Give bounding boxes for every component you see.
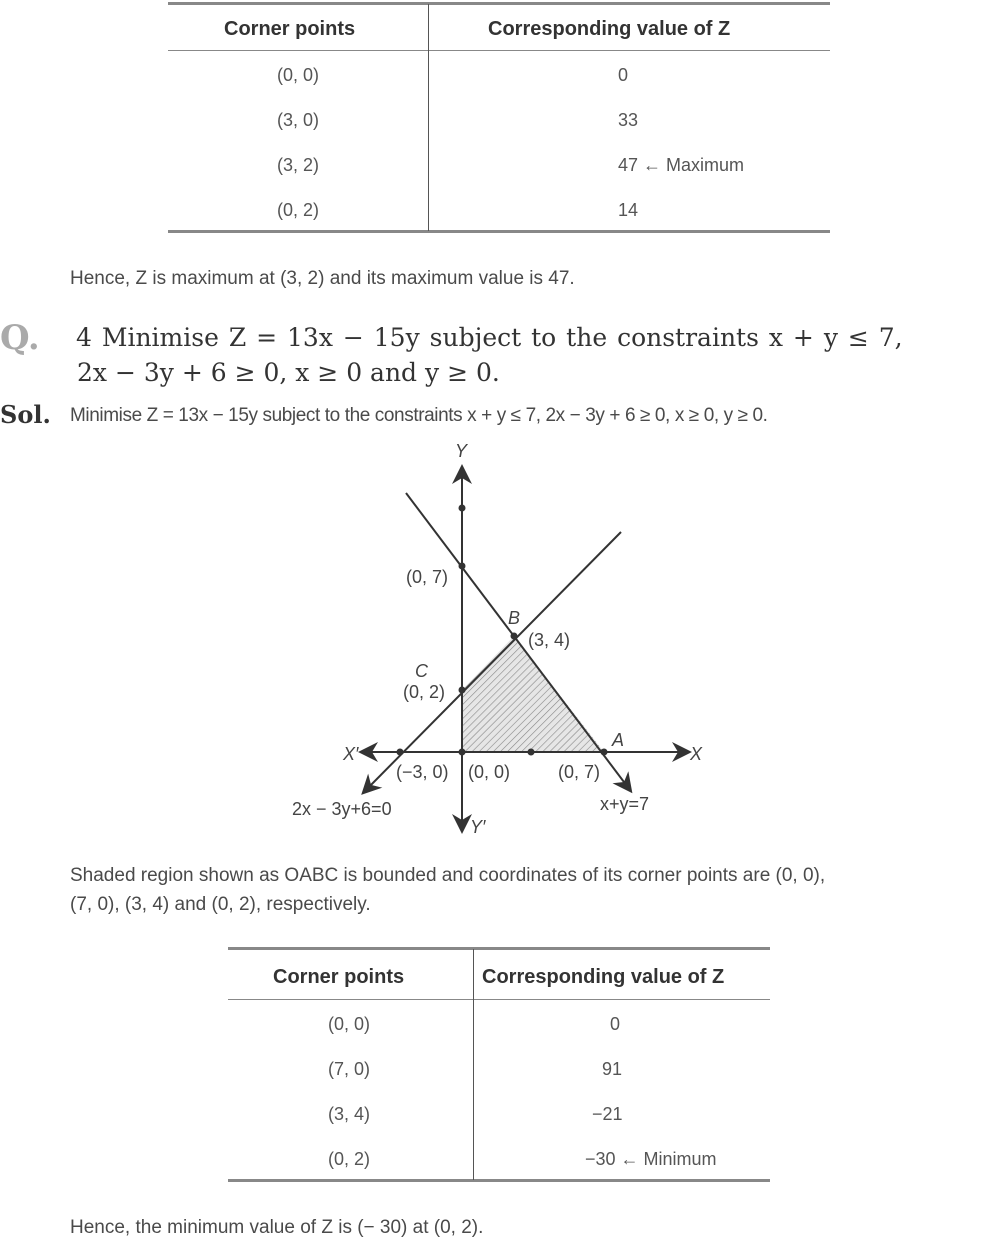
table-cell: 33 — [618, 110, 639, 130]
x-neg-axis-label: X′ — [343, 744, 359, 764]
conclusion-2: Hence, the minimum value of Z is (− 30) at (0, 2). — [70, 1217, 484, 1238]
table-cell: 0 — [610, 1014, 621, 1034]
table-header: Corner points — [273, 966, 405, 988]
solution-text: Minimise Z = 13x − 15y subject to the constraints x + y ≤ 7, 2x − 3y + 6 ≥ 0, x ≥ 0, y ≥ 0. — [70, 405, 768, 426]
table-cell: 47 ← Maximum — [618, 155, 745, 175]
y-axis-label: Y — [455, 441, 468, 461]
table-cell: (0, 0) — [328, 1014, 371, 1034]
label-0-7: (0, 7) — [406, 567, 449, 587]
question-line-2: 2x − 3y + 6 ≥ 0, x ≥ 0 and y ≥ 0. — [77, 358, 500, 387]
table-header: Corresponding value of Z — [482, 966, 725, 988]
table-cell: (0, 2) — [328, 1149, 371, 1169]
table-cell: (3, 0) — [277, 110, 320, 130]
question-marker: Q. — [0, 318, 40, 358]
shaded-text-line-2: (7, 0), (3, 4) and (0, 2), respectively. — [70, 894, 371, 915]
table-header-rule — [228, 999, 770, 1000]
x-axis-label: X — [690, 744, 703, 764]
table-cell: −21 — [592, 1104, 623, 1124]
table-header: Corresponding value of Z — [488, 18, 731, 40]
solution-marker: Sol. — [0, 400, 51, 429]
table-cell: (3, 2) — [277, 155, 320, 175]
label-minus3-0: (−3, 0) — [396, 762, 449, 782]
question-line-1: 4 Minimise Z = 13x − 15y subject to the constraints x + y ≤ 7, — [76, 323, 903, 352]
table-cell: (0, 0) — [277, 65, 320, 85]
table-cell: (3, 4) — [328, 1104, 371, 1124]
shaded-text-line-1: Shaded region shown as OABC is bounded and coordinates of its corner points are (0, 0), — [70, 865, 826, 886]
table-divider — [473, 949, 474, 1180]
label-3-4: (3, 4) — [528, 630, 571, 650]
line-label-x-plus-y-7: x+y=7 — [600, 794, 650, 814]
label-0-0: (0, 0) — [468, 762, 511, 782]
line-label-2x-3y-6: 2x − 3y+6=0 — [292, 799, 392, 819]
table-cell: (0, 2) — [277, 200, 320, 220]
label-C: C — [415, 661, 428, 681]
table-cell: −30 ← Minimum — [585, 1149, 717, 1169]
table-cell: (7, 0) — [328, 1059, 371, 1079]
table-bottom-rule — [228, 1179, 770, 1182]
label-A: A — [612, 730, 625, 750]
conclusion-1: Hence, Z is maximum at (3, 2) and its maximum value is 47. — [70, 268, 575, 289]
label-A-coords: (0, 7) — [558, 762, 601, 782]
table-header: Corner points — [224, 18, 356, 40]
label-B: B — [508, 608, 521, 628]
label-0-2: (0, 2) — [403, 682, 446, 702]
table-cell: 14 — [618, 200, 639, 220]
y-neg-axis-label: Y′ — [470, 817, 486, 837]
table-cell: 91 — [602, 1059, 623, 1079]
table-cell: 0 — [618, 65, 629, 85]
table-top-rule — [228, 947, 770, 950]
shaded-region — [462, 636, 604, 752]
